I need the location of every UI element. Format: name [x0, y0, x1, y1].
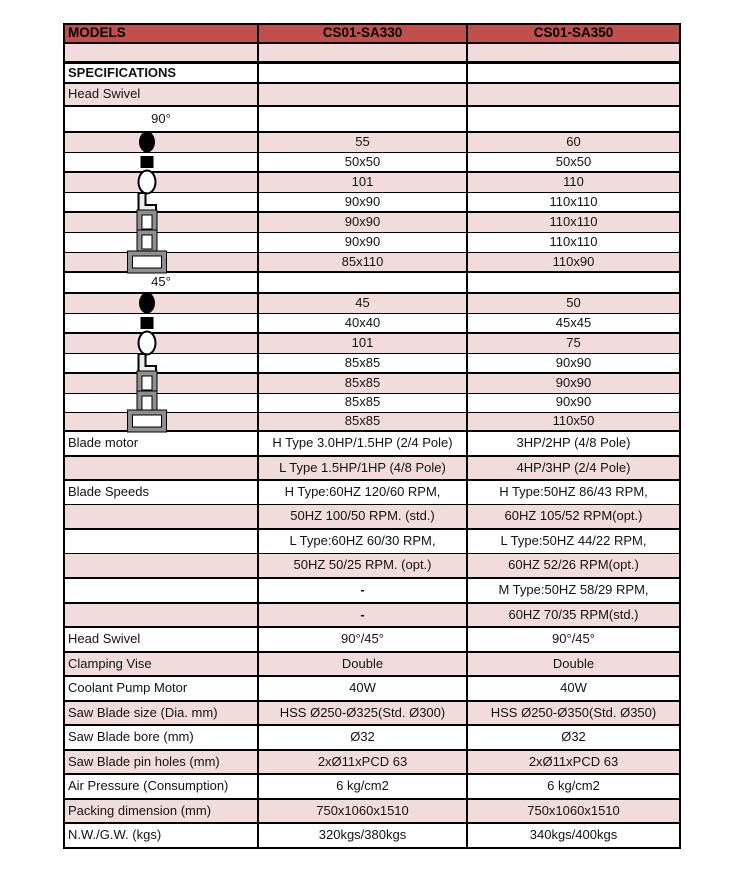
value-cell-cs01-sa330: 750x1060x1510: [258, 799, 467, 824]
value-cell-cs01-sa330: 90x90: [258, 232, 467, 252]
spec-label-cell: [64, 333, 258, 353]
value-cell-cs01-sa350: 110: [467, 172, 680, 192]
spec-label-cell: [64, 232, 258, 252]
value-cell-cs01-sa350: 45x45: [467, 313, 680, 333]
spec-label-cell: [64, 43, 258, 62]
value-cell-cs01-sa350: 40W: [467, 676, 680, 701]
value-cell-cs01-sa330: [258, 62, 467, 83]
value-cell-cs01-sa330: [258, 272, 467, 293]
value-cell-cs01-sa350: 110x110: [467, 232, 680, 252]
value-cell-cs01-sa330: 45: [258, 293, 467, 313]
table-row: [64, 456, 680, 481]
value-cell-cs01-sa350: [467, 83, 680, 106]
models-header-cell: MODELS: [64, 24, 258, 43]
spec-label-cell: [64, 373, 258, 393]
spec-label-cell: [64, 313, 258, 333]
value-cell-cs01-sa330: L Type:60HZ 60/30 RPM,: [258, 529, 467, 554]
table-row: [64, 701, 680, 726]
spec-label-cell: Coolant Pump Motor: [64, 676, 258, 701]
spec-label-cell: Saw Blade pin holes (mm): [64, 750, 258, 775]
spec-label-cell: [64, 456, 258, 481]
table-row: [64, 578, 680, 603]
spec-label-cell: Blade Speeds: [64, 480, 258, 505]
value-cell-cs01-sa350: 90x90: [467, 353, 680, 373]
value-cell-cs01-sa330: 320kgs/380kgs: [258, 823, 467, 848]
value-cell-cs01-sa350: [467, 272, 680, 293]
value-cell-cs01-sa330: 101: [258, 333, 467, 353]
table-row: [64, 272, 680, 293]
value-cell-cs01-sa350: 50: [467, 293, 680, 313]
table-header-row: [64, 24, 680, 43]
table-row: [64, 62, 680, 83]
spec-label-cell: Saw Blade size (Dia. mm): [64, 701, 258, 726]
table-row: [64, 293, 680, 313]
spec-label-cell: [64, 212, 258, 232]
value-cell-cs01-sa350: 750x1060x1510: [467, 799, 680, 824]
value-cell-cs01-sa330: H Type 3.0HP/1.5HP (2/4 Pole): [258, 431, 467, 456]
table-row: [64, 823, 680, 848]
value-cell-cs01-sa330: [258, 83, 467, 106]
spec-label-cell: [64, 192, 258, 212]
spec-label-cell: [64, 293, 258, 313]
spec-label-cell: [64, 578, 258, 603]
value-cell-cs01-sa330: -: [258, 603, 467, 628]
value-cell-cs01-sa350: 90x90: [467, 373, 680, 393]
value-cell-cs01-sa350: L Type:50HZ 44/22 RPM,: [467, 529, 680, 554]
value-cell-cs01-sa350: 60HZ 52/26 RPM(opt.): [467, 554, 680, 579]
value-cell-cs01-sa330: 85x85: [258, 353, 467, 373]
value-cell-cs01-sa330: 90x90: [258, 192, 467, 212]
value-cell-cs01-sa330: 101: [258, 172, 467, 192]
table-row: [64, 333, 680, 353]
value-cell-cs01-sa330: 2xØ11xPCD 63: [258, 750, 467, 775]
spec-label-cell: Head Swivel: [64, 83, 258, 106]
spec-label-cell: Clamping Vise: [64, 652, 258, 677]
table-row: [64, 725, 680, 750]
value-cell-cs01-sa350: 3HP/2HP (4/8 Pole): [467, 431, 680, 456]
value-cell-cs01-sa350: 60HZ 105/52 RPM(opt.): [467, 505, 680, 530]
value-cell-cs01-sa330: [258, 106, 467, 132]
table-row: [64, 799, 680, 824]
table-row: [64, 603, 680, 628]
table-row: [64, 652, 680, 677]
angle-bar-icon: [137, 192, 158, 212]
specifications-table: [63, 23, 681, 849]
spec-label-cell: N.W./G.W. (kgs): [64, 823, 258, 848]
table-row: [64, 505, 680, 530]
table-row: [64, 431, 680, 456]
value-cell-cs01-sa350: H Type:50HZ 86/43 RPM,: [467, 480, 680, 505]
table-row: [64, 627, 680, 652]
spec-label-cell: [64, 132, 258, 152]
value-cell-cs01-sa350: 2xØ11xPCD 63: [467, 750, 680, 775]
spec-label-cell: Air Pressure (Consumption): [64, 774, 258, 799]
spec-label-cell: [64, 252, 258, 272]
rectangular-tube-icon: [127, 410, 167, 433]
value-cell-cs01-sa350: 90°/45°: [467, 627, 680, 652]
value-cell-cs01-sa330: 55: [258, 132, 467, 152]
spec-label-cell: Saw Blade bore (mm): [64, 725, 258, 750]
value-cell-cs01-sa350: 50x50: [467, 152, 680, 172]
value-cell-cs01-sa350: 4HP/3HP (2/4 Pole): [467, 456, 680, 481]
spec-label-cell: [64, 152, 258, 172]
value-cell-cs01-sa330: 40x40: [258, 313, 467, 333]
table-row: [64, 232, 680, 252]
value-cell-cs01-sa350: [467, 62, 680, 83]
value-cell-cs01-sa350: 75: [467, 333, 680, 353]
spec-label-cell: [64, 603, 258, 628]
value-cell-cs01-sa330: 85x85: [258, 373, 467, 393]
value-cell-cs01-sa330: 40W: [258, 676, 467, 701]
solid-round-bar-icon: [139, 293, 155, 314]
table-row: [64, 676, 680, 701]
spec-label-cell: [64, 353, 258, 373]
spec-label-cell: Packing dimension (mm): [64, 799, 258, 824]
table-row: [64, 83, 680, 106]
table-row: [64, 750, 680, 775]
value-cell-cs01-sa350: 90x90: [467, 393, 680, 412]
value-cell-cs01-sa350: 110x110: [467, 212, 680, 232]
spec-label-cell: Blade motor: [64, 431, 258, 456]
table-row: [64, 43, 680, 62]
value-cell-cs01-sa330: 85x85: [258, 393, 467, 412]
table-row: [64, 529, 680, 554]
table-row: [64, 554, 680, 579]
value-cell-cs01-sa350: Double: [467, 652, 680, 677]
spec-label-cell: Head Swivel: [64, 627, 258, 652]
value-cell-cs01-sa350: 110x110: [467, 192, 680, 212]
table-row: [64, 412, 680, 431]
solid-round-bar-icon: [139, 132, 155, 153]
spec-label-cell: [64, 172, 258, 192]
value-cell-cs01-sa330: 85x110: [258, 252, 467, 272]
table-row: [64, 774, 680, 799]
table-row: [64, 132, 680, 152]
spec-label-cell: SPECIFICATIONS: [64, 62, 258, 83]
spec-label-cell: [64, 412, 258, 431]
value-cell-cs01-sa350: 60HZ 70/35 RPM(std.): [467, 603, 680, 628]
rectangular-tube-icon: [127, 250, 167, 273]
value-cell-cs01-sa330: 50HZ 100/50 RPM. (std.): [258, 505, 467, 530]
value-cell-cs01-sa350: [467, 106, 680, 132]
value-cell-cs01-sa330: 50x50: [258, 152, 467, 172]
value-cell-cs01-sa350: Ø32: [467, 725, 680, 750]
value-cell-cs01-sa330: 50HZ 50/25 RPM. (opt.): [258, 554, 467, 579]
spec-label-cell: [64, 505, 258, 530]
value-cell-cs01-sa330: L Type 1.5HP/1HP (4/8 Pole): [258, 456, 467, 481]
spec-label-cell: [64, 529, 258, 554]
table-row: [64, 172, 680, 192]
value-cell-cs01-sa330: HSS Ø250-Ø325(Std. Ø300): [258, 701, 467, 726]
value-cell-cs01-sa330: 90x90: [258, 212, 467, 232]
spec-label-cell: 90°: [64, 106, 258, 132]
value-cell-cs01-sa330: 6 kg/cm2: [258, 774, 467, 799]
value-cell-cs01-sa330: [258, 43, 467, 62]
value-cell-cs01-sa330: -: [258, 578, 467, 603]
value-cell-cs01-sa330: Ø32: [258, 725, 467, 750]
spec-label-cell: [64, 554, 258, 579]
value-cell-cs01-sa330: 90°/45°: [258, 627, 467, 652]
value-cell-cs01-sa350: M Type:50HZ 58/29 RPM,: [467, 578, 680, 603]
value-cell-cs01-sa330: Double: [258, 652, 467, 677]
solid-square-bar-icon: [141, 156, 154, 168]
value-cell-cs01-sa330: H Type:60HZ 120/60 RPM,: [258, 480, 467, 505]
value-cell-cs01-sa350: 60: [467, 132, 680, 152]
value-cell-cs01-sa350: [467, 43, 680, 62]
solid-square-bar-icon: [141, 317, 154, 329]
value-cell-cs01-sa350: 340kgs/400kgs: [467, 823, 680, 848]
value-cell-cs01-sa350: 110x50: [467, 412, 680, 431]
table-row: [64, 252, 680, 272]
spec-label-cell: 45°: [64, 272, 258, 293]
model-2-header-cell: CS01-SA350: [467, 24, 680, 43]
table-row: [64, 106, 680, 132]
table-row: [64, 480, 680, 505]
value-cell-cs01-sa350: HSS Ø250-Ø350(Std. Ø350): [467, 701, 680, 726]
angle-bar-icon: [137, 353, 158, 373]
value-cell-cs01-sa330: 85x85: [258, 412, 467, 431]
value-cell-cs01-sa350: 110x90: [467, 252, 680, 272]
value-cell-cs01-sa350: 6 kg/cm2: [467, 774, 680, 799]
model-1-header-cell: CS01-SA330: [258, 24, 467, 43]
